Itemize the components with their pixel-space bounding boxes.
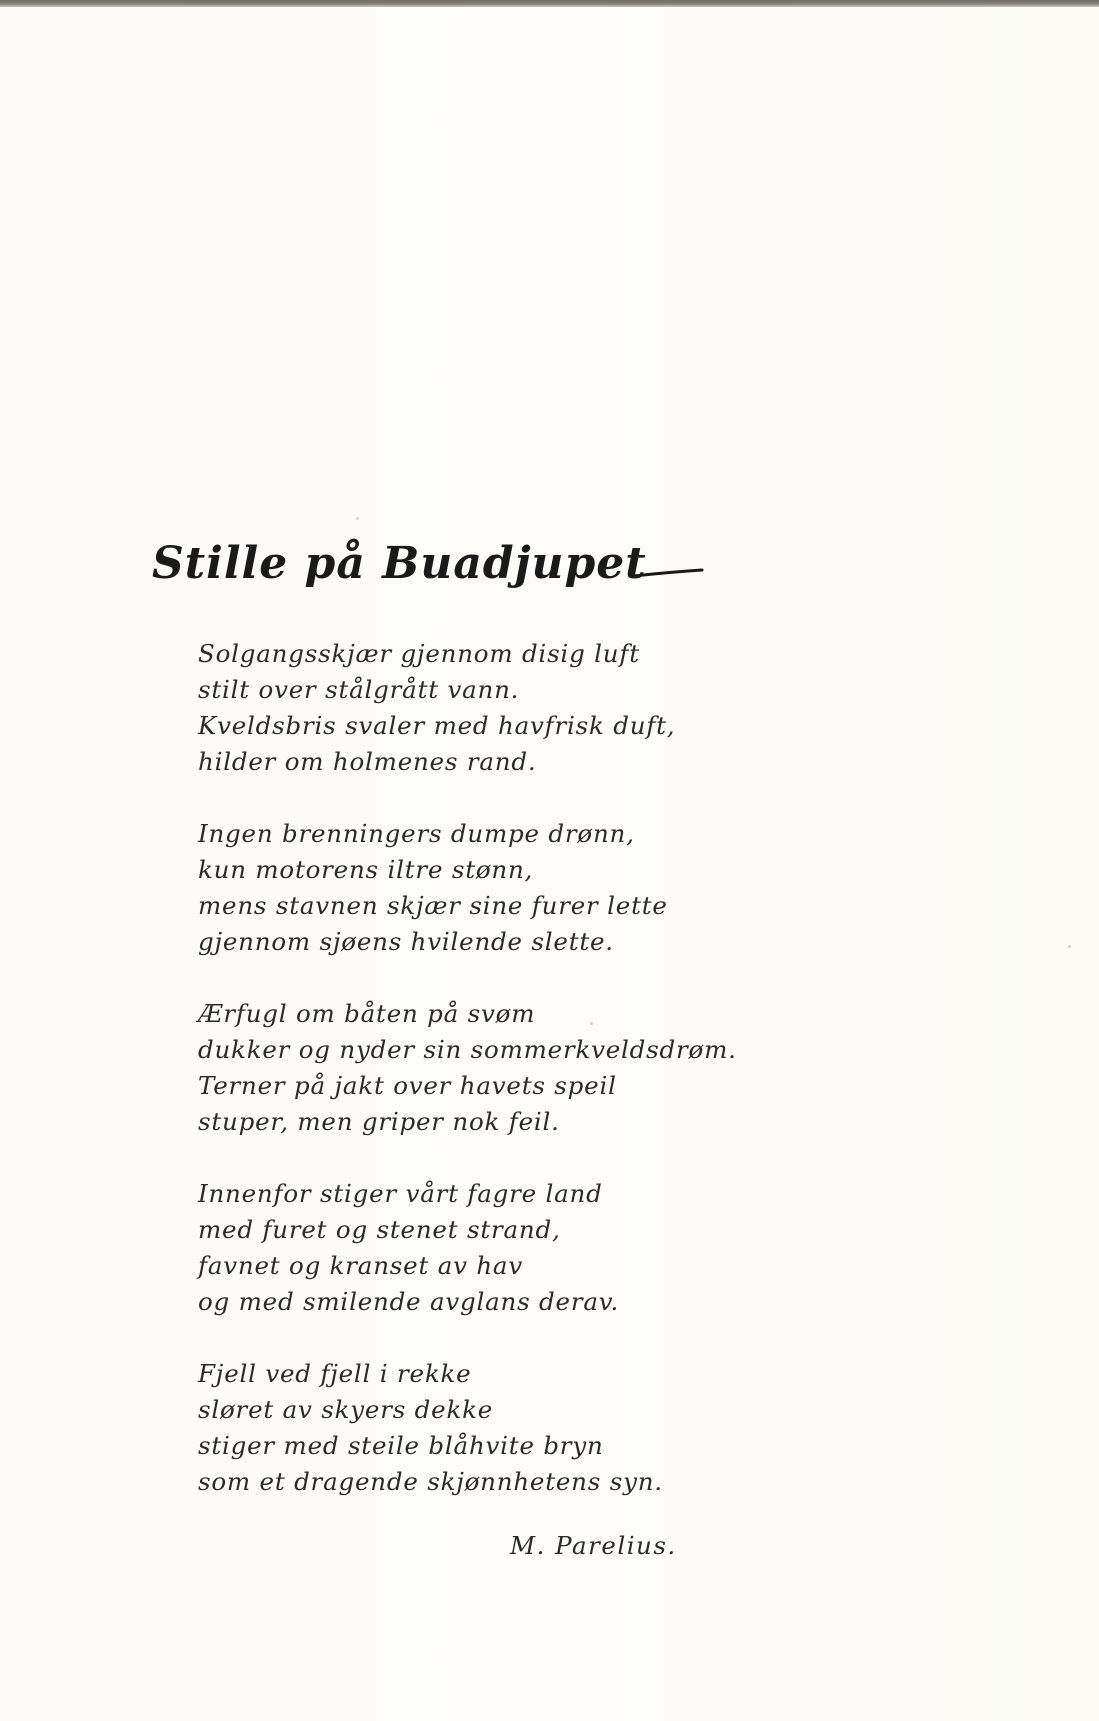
paper-speck <box>590 1022 593 1025</box>
stanza-3 <box>198 996 898 1140</box>
stanza-4 <box>198 1176 898 1320</box>
stanza-5 <box>198 1356 898 1500</box>
poem-line: Ingen brenningers dumpe drønn, <box>198 819 635 848</box>
poem-line: favnet og kranset av hav <box>198 1251 523 1280</box>
poem-line: Solgangsskjær gjennom disig luft <box>198 639 640 668</box>
title-swash-decoration <box>632 566 704 582</box>
poem-line: stilt over stålgrått vann. <box>198 675 520 704</box>
poem-line: dukker og nyder sin sommerkveldsdrøm. <box>198 1035 737 1064</box>
stanza-1 <box>198 636 898 780</box>
poem-line: stuper, men griper nok feil. <box>198 1107 560 1136</box>
poem-line: Kveldsbris svaler med havfrisk duft, <box>198 711 676 740</box>
poem-line: Terner på jakt over havets speil <box>198 1071 617 1100</box>
poem-line: og med smilende avglans derav. <box>198 1287 620 1316</box>
poem-body <box>198 636 898 1536</box>
stanza-2 <box>198 816 898 960</box>
poem-line: Fjell ved fjell i rekke <box>198 1359 472 1388</box>
poem-line: som et dragende skjønnhetens syn. <box>198 1467 663 1496</box>
paper-speck <box>356 517 359 520</box>
poem-line: med furet og stenet strand, <box>198 1215 561 1244</box>
poem-line: Ærfugl om båten på svøm <box>198 999 536 1028</box>
page-top-edge <box>0 0 1099 7</box>
poem-line: hilder om holmenes rand. <box>198 747 537 776</box>
poem-title: Stille på Buadjupet <box>152 538 647 589</box>
poem-line: mens stavnen skjær sine furer lette <box>198 891 668 920</box>
paper-speck <box>1068 945 1071 948</box>
poem-line: sløret av skyers dekke <box>198 1395 494 1424</box>
poem-line: Innenfor stiger vårt fagre land <box>198 1179 603 1208</box>
poem-line: kun motorens iltre stønn, <box>198 855 534 884</box>
poem-author: M. Parelius. <box>510 1531 677 1560</box>
poem-line: gjennom sjøens hvilende slette. <box>198 927 614 956</box>
poem-line: stiger med steile blåhvite bryn <box>198 1431 604 1460</box>
